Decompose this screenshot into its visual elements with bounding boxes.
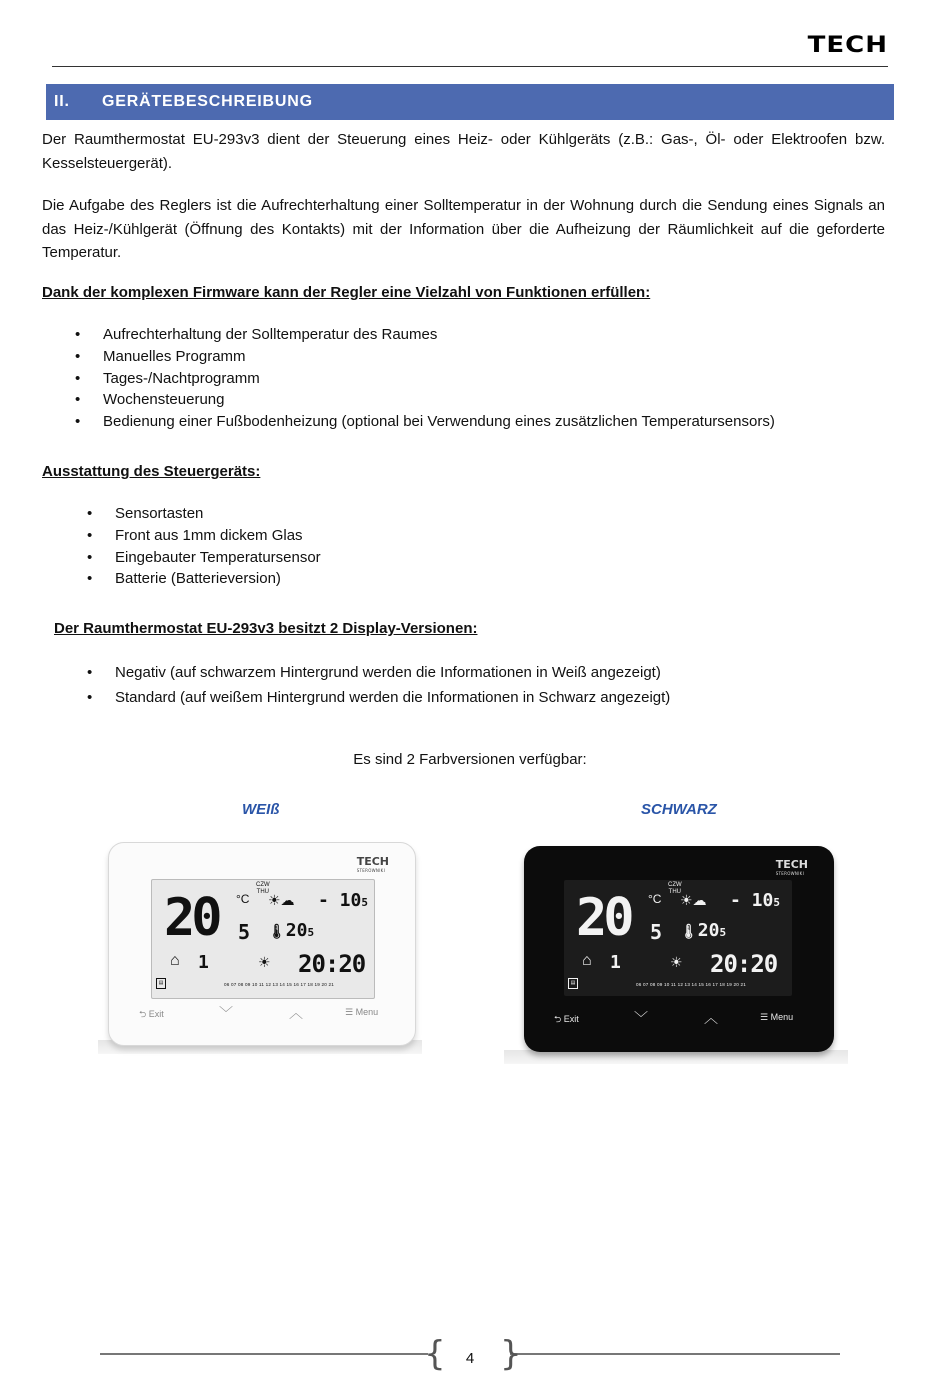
color-versions-intro: Es sind 2 Farbversionen verfügbar:	[353, 751, 587, 768]
clock: 20:20	[298, 950, 366, 978]
black-device-shadow	[504, 1050, 848, 1064]
hour-scale: 06 07 08 09 10 11 12 13 14 15 16 17 18 19 20 21	[636, 982, 746, 987]
menu-button: ☰ Menu	[345, 1007, 379, 1017]
day-label: CZW THU	[668, 882, 682, 895]
section-number: II.	[54, 93, 70, 110]
program-number: 1	[198, 952, 209, 973]
lock-icon: ▤	[156, 978, 166, 989]
equipment-heading: Ausstattung des Steuergeräts:	[42, 463, 261, 480]
lock-icon: ▤	[568, 978, 578, 989]
exit-button: ⮌ Exit	[139, 1009, 164, 1019]
house-icon: ⌂	[170, 952, 180, 969]
temp-unit: °C	[236, 892, 250, 906]
program-number: 1	[610, 952, 621, 973]
main-temp: 20	[164, 888, 219, 948]
list-item: • Manuelles Programm	[103, 346, 775, 368]
paragraph-purpose: Die Aufgabe des Reglers ist die Aufrechterhaltung einer Solltemperatur in der Wohnung durch die Sendung eines Signals an das Heiz-/Kühlgerät (Öffnung des Kontakts) mit der Information über die Aufheizung der Räumlichkeit auf die geforderte Temperatur.	[42, 197, 885, 261]
functions-heading: Dank der komplexen Firmware kann der Regler eine Vielzahl von Funktionen erfüllen:	[42, 284, 651, 301]
list-item: • Negativ (auf schwarzem Hintergrund werden die Informationen in Weiß angezeigt)	[115, 660, 670, 685]
device-logo: TECH STEROWNIKI	[775, 858, 808, 876]
weather-icon: ☀☁	[680, 892, 707, 908]
thermometer-icon: 🌡	[680, 924, 698, 940]
footer-rule-left	[100, 1353, 428, 1355]
list-item: • Batterie (Batterieversion)	[115, 568, 321, 590]
sun-icon: ☀	[258, 954, 271, 970]
up-button: ︿	[289, 1005, 303, 1021]
down-button: ﹀	[634, 1010, 648, 1026]
outside-temp: - 105	[318, 890, 368, 911]
list-item: • Front aus 1mm dickem Glas	[115, 525, 321, 547]
temp-decimal: 5	[650, 920, 663, 944]
tech-logo: TECH	[807, 32, 888, 58]
device-screen	[151, 879, 375, 999]
clock: 20:20	[710, 950, 778, 978]
device-buttons	[139, 1007, 387, 1025]
page-number: 4	[465, 1350, 475, 1367]
house-icon: ⌂	[582, 952, 592, 969]
list-item: • Sensortasten	[115, 503, 321, 525]
list-item: • Tages-/Nachtprogramm	[103, 368, 775, 390]
list-item: • Standard (auf weißem Hintergrund werden die Informationen in Schwarz angezeigt)	[115, 685, 670, 710]
floor-temp: 🌡205	[680, 920, 727, 941]
white-thermostat-image	[108, 842, 416, 1046]
device-buttons	[554, 1012, 806, 1030]
up-button: ︿	[704, 1010, 718, 1026]
display-versions-list	[115, 660, 670, 710]
device-screen	[564, 880, 792, 996]
section-header	[46, 84, 894, 120]
down-button: ﹀	[219, 1005, 233, 1021]
outside-temp: - 105	[730, 890, 780, 911]
floor-temp: 🌡205	[268, 920, 315, 941]
weather-icon: ☀☁	[268, 892, 295, 908]
sun-icon: ☀	[670, 954, 683, 970]
footer-bracket-right: }	[500, 1334, 522, 1374]
list-item: • Aufrechterhaltung der Solltemperatur des Raumes	[103, 324, 775, 346]
white-version-label: WEIß	[242, 801, 280, 818]
thermometer-icon: 🌡	[268, 924, 286, 940]
exit-button: ⮌ Exit	[554, 1014, 579, 1024]
hour-scale: 06 07 08 09 10 11 12 13 14 15 16 17 18 19 20 21	[224, 982, 334, 987]
equipment-list	[115, 503, 321, 590]
footer-rule-right	[510, 1353, 840, 1355]
footer-bracket-left: {	[424, 1334, 446, 1374]
temp-decimal: 5	[238, 920, 251, 944]
black-version-label: SCHWARZ	[641, 801, 717, 818]
list-item: • Bedienung einer Fußbodenheizung (optional bei Verwendung eines zusätzlichen Temperatursensors)	[103, 411, 775, 433]
section-title: GERÄTEBESCHREIBUNG	[102, 93, 313, 110]
paragraph-intro: Der Raumthermostat EU-293v3 dient der Steuerung eines Heiz- oder Kühlgeräts (z.B.: Gas-, Öl- oder Elektroofen bzw. Kesselsteuergerät).	[42, 131, 885, 172]
list-item: • Wochensteuerung	[103, 389, 775, 411]
day-label: CZW THU	[256, 882, 270, 895]
black-thermostat-image	[524, 846, 834, 1052]
list-item: • Eingebauter Temperatursensor	[115, 547, 321, 569]
header-rule	[52, 66, 888, 67]
device-logo: TECH STEROWNIKI	[356, 855, 389, 873]
display-versions-heading: Der Raumthermostat EU-293v3 besitzt 2 Display-Versionen:	[54, 620, 478, 637]
menu-button: ☰ Menu	[760, 1012, 794, 1022]
main-temp: 20	[576, 888, 631, 948]
temp-unit: °C	[648, 892, 662, 906]
functions-list	[103, 324, 775, 433]
